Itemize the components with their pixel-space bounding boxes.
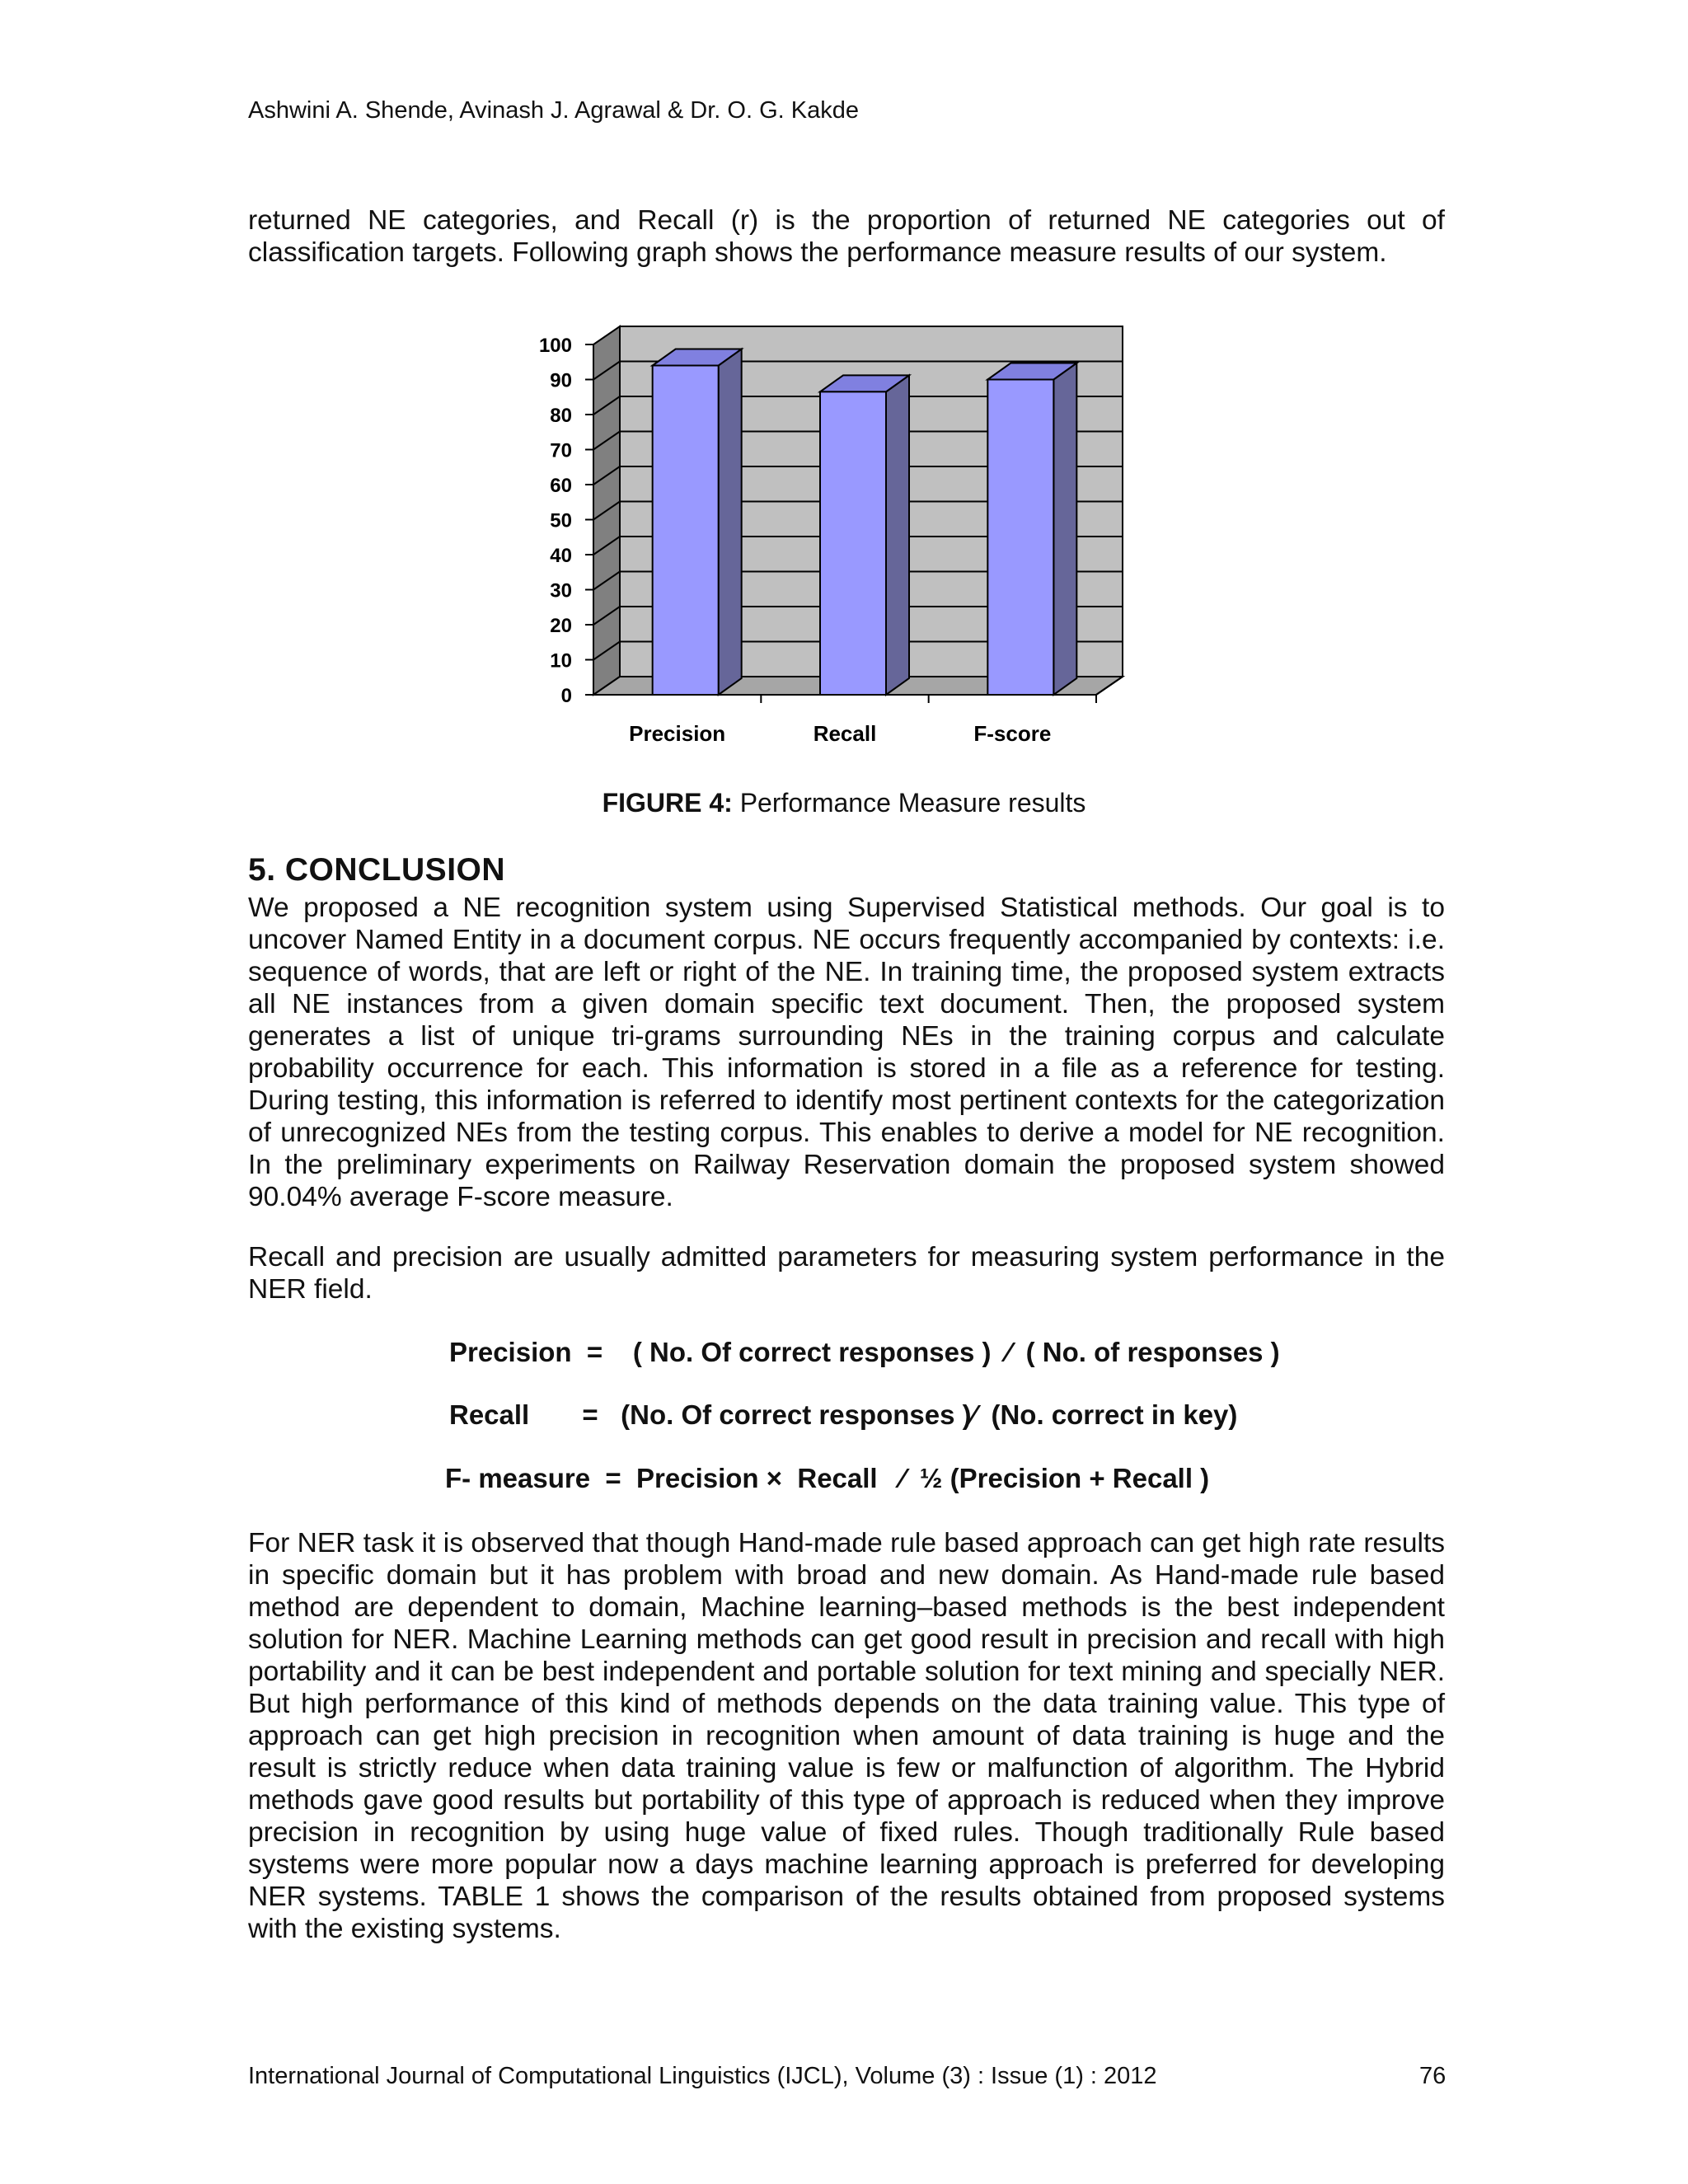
figure-label: FIGURE 4: bbox=[602, 788, 733, 818]
bar-side-f-score bbox=[1053, 363, 1076, 696]
bar-side-recall bbox=[886, 375, 909, 695]
bar-f-score bbox=[987, 380, 1053, 696]
figure-caption-text: Performance Measure results bbox=[732, 788, 1086, 818]
page-number: 76 bbox=[1419, 2063, 1447, 2089]
x-label-precision: Precision bbox=[629, 721, 726, 746]
x-label-recall: Recall bbox=[813, 721, 877, 746]
intro-paragraph: returned NE categories, and Recall (r) is the proportion of returned NE categories out of classification targets. Following graph shows the performance measure results of our system. bbox=[248, 205, 1445, 268]
y-tick-label-100: 100 bbox=[538, 335, 572, 357]
y-tick-label-10: 10 bbox=[550, 649, 572, 673]
bar-recall bbox=[820, 391, 886, 695]
performance-bar-chart bbox=[0, 0, 1688, 775]
y-tick-label-70: 70 bbox=[550, 439, 572, 462]
bar-side-precision bbox=[719, 349, 742, 696]
y-tick-label-0: 0 bbox=[560, 685, 572, 707]
ner-approaches-paragraph: For NER task it is observed that though Hand-made rule based approach can get high rate results in specific domain but it has problem with broad and new domain. As Hand-made rule based method are dependent to domain, Machine learning–based methods is the best independent solution for NER. Machine Learning methods can get good result in precision and recall with high portability and it can be best independent and portable solution for text mining and specially NER. But high performance of this kind of methods depends on the data training value. This type of approach can get high precision in recognition when amount of data training is huge and the result is strictly reduce when data training value is few or malfunction of algorithm. The Hybrid methods gave good results but portability of this type of approach is reduced when they improve precision in recognition by using huge value of fixed rules. Though traditionally Rule based systems were more popular now a days machine learning approach is preferred for developing NER systems. TABLE 1 shows the comparison of the results obtained from proposed systems with the existing systems. bbox=[248, 1528, 1445, 1944]
running-header: Ashwini A. Shende, Avinash J. Agrawal & Dr. O. G. Kakde bbox=[248, 97, 859, 124]
chart-bars bbox=[653, 349, 1077, 696]
x-label-f-score: F-score bbox=[973, 721, 1052, 746]
y-tick-label-50: 50 bbox=[550, 509, 572, 532]
y-tick-label-20: 20 bbox=[550, 615, 572, 637]
y-tick-label-90: 90 bbox=[550, 369, 572, 392]
recall-equation: Recall = (No. Of correct responses )⁄ (No. correct in key) bbox=[449, 1399, 1238, 1430]
bar-precision bbox=[653, 366, 719, 696]
f-measure-equation: F- measure = Precision × Recall ⁄ ½ (Precision + Recall ) bbox=[445, 1463, 1210, 1493]
precision-equation: Precision = ( No. Of correct responses ) ⁄ ( No. of responses ) bbox=[449, 1337, 1280, 1367]
y-tick-label-60: 60 bbox=[550, 475, 572, 497]
figure-caption bbox=[0, 788, 1688, 818]
y-tick-label-30: 30 bbox=[550, 579, 572, 602]
conclusion-paragraph: We proposed a NE recognition system using Supervised Statistical methods. Our goal is to uncover Named Entity in a document corpus. NE occurs frequently accompanied by contexts: i.e. sequence of words, that are left or right of the NE. In training time, the proposed system extracts all NE instances from a given domain specific text document. Then, the proposed system generates a list of unique tri-grams surrounding NEs in the training corpus and calculate probability occurrence for each. This information is stored in a file as a reference for testing. During testing, this information is referred to identify most pertinent contexts for the categorization of unrecognized NEs from the testing corpus. This enables to derive a model for NE recognition. In the preliminary experiments on Railway Reservation domain the proposed system showed 90.04% average F-score measure. bbox=[248, 893, 1445, 1212]
journal-footer: International Journal of Computational Linguistics (IJCL), Volume (3) : Issue (1) : 2012 bbox=[248, 2063, 1157, 2089]
y-tick-label-40: 40 bbox=[550, 545, 572, 567]
y-tick-label-80: 80 bbox=[550, 405, 572, 427]
section-heading-conclusion: 5. CONCLUSION bbox=[248, 852, 506, 888]
recall-precision-paragraph: Recall and precision are usually admitted parameters for measuring system performance in the NER field. bbox=[248, 1242, 1445, 1305]
